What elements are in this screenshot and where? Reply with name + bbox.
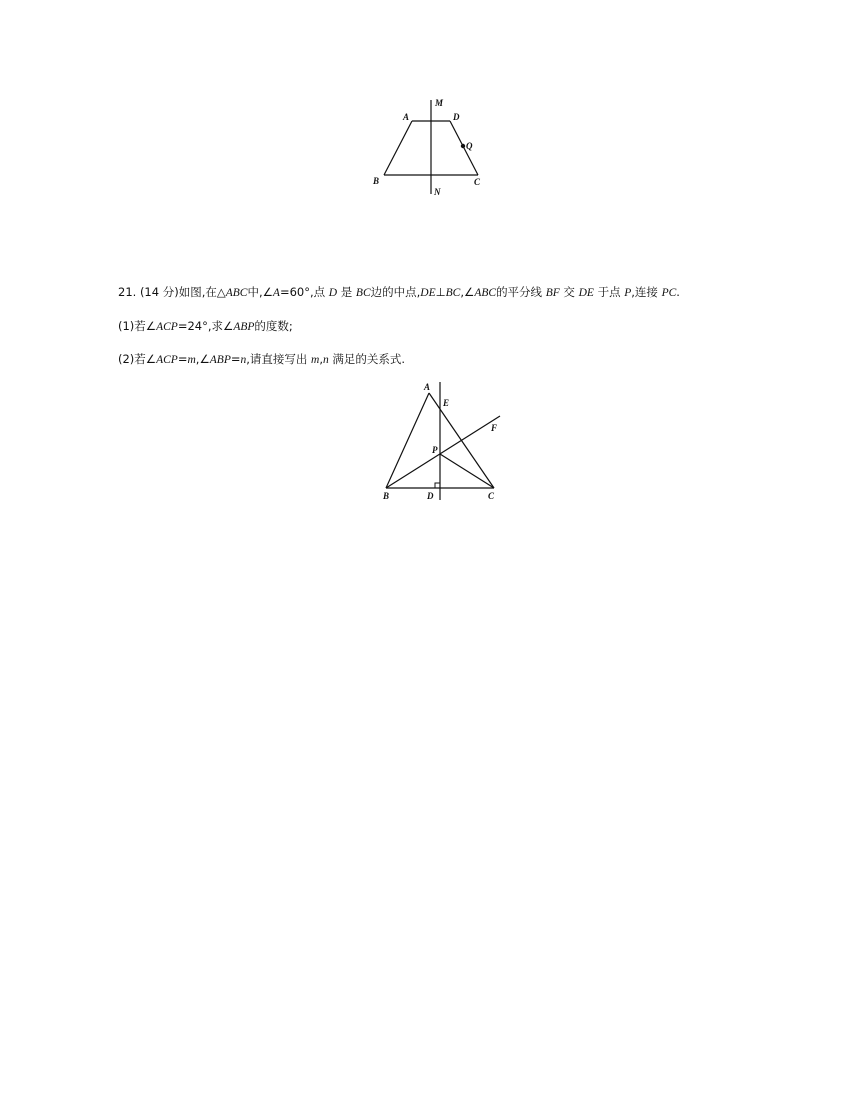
text: 中,∠	[247, 285, 273, 299]
text: m	[311, 354, 320, 366]
label-F: F	[491, 423, 498, 433]
text: =60°,点	[279, 285, 329, 299]
label-M: M	[435, 98, 444, 108]
text: ,连接	[631, 285, 662, 299]
text: 的平分线	[496, 285, 546, 299]
trapezoid-diagram	[360, 95, 500, 205]
text: n	[323, 354, 329, 366]
text: ABC	[225, 287, 248, 299]
text: =	[177, 352, 188, 366]
label-D: D	[453, 112, 460, 122]
text: DE	[420, 287, 436, 299]
problem-statement	[118, 284, 680, 301]
label-A: A	[403, 112, 410, 122]
text: 21. (14 分)如图,在△	[118, 285, 226, 299]
text: .	[676, 285, 680, 299]
triangle-figure	[378, 378, 508, 506]
label-C: C	[488, 491, 495, 501]
text: n	[240, 354, 247, 366]
text: PC	[661, 287, 677, 299]
label-A: A	[424, 382, 431, 392]
text: 是	[337, 285, 356, 299]
label-N: N	[434, 187, 441, 197]
text: ,请直接写出	[246, 352, 312, 366]
text: ⊥	[435, 285, 446, 299]
text: 边的中点,	[370, 285, 421, 299]
text: 的度数;	[254, 319, 293, 333]
text: (2)若∠	[118, 352, 157, 366]
question-2	[118, 351, 405, 368]
label-B: B	[373, 176, 380, 186]
text: =24°,求∠	[177, 319, 234, 333]
text: ABP	[233, 321, 255, 333]
text: BC	[445, 287, 461, 299]
label-B: B	[383, 491, 390, 501]
text: ,	[319, 352, 324, 366]
label-C: C	[474, 177, 481, 187]
triangle-diagram	[378, 378, 508, 506]
question-1	[118, 318, 293, 335]
text: 满足的关系式.	[328, 352, 406, 366]
text: ,∠	[460, 285, 475, 299]
text: (1)若∠	[118, 319, 157, 333]
text: DE	[578, 287, 594, 299]
text: BF	[545, 287, 560, 299]
text: ACP	[156, 354, 178, 366]
label-E: E	[443, 398, 450, 408]
text: ,∠	[195, 352, 210, 366]
trapezoid-figure	[360, 95, 500, 205]
text: 于点	[593, 285, 625, 299]
label-Q: Q	[466, 141, 473, 151]
text: =	[230, 352, 241, 366]
text: ACP	[156, 321, 178, 333]
text: ABP	[209, 354, 231, 366]
text: m	[187, 354, 196, 366]
text: A	[272, 287, 280, 299]
text: P	[624, 287, 632, 299]
text: ABC	[474, 287, 497, 299]
text: BC	[355, 287, 371, 299]
label-P: P	[432, 445, 438, 455]
label-D: D	[427, 491, 434, 501]
text: D	[328, 287, 338, 299]
text: 交	[559, 285, 579, 299]
